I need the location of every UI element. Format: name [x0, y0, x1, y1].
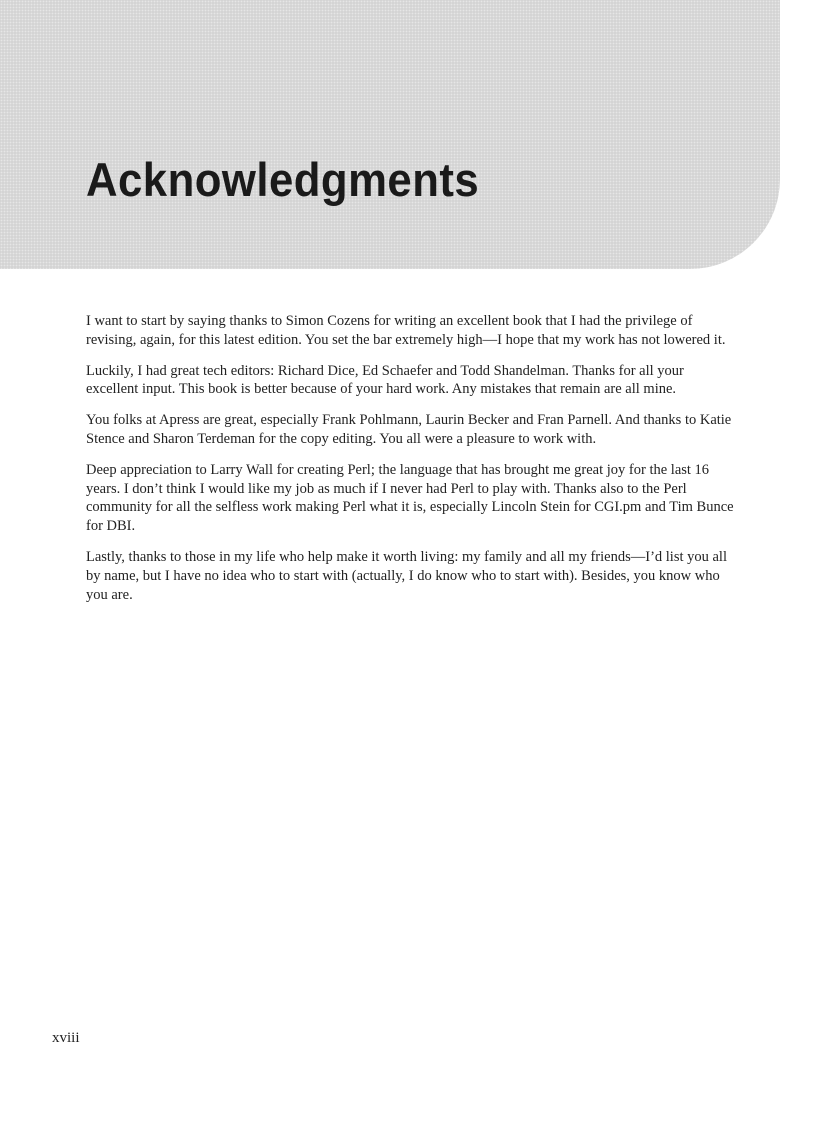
page-number: xviii [52, 1030, 80, 1046]
paragraph-perl-community: Deep appreciation to Larry Wall for creating Perl; the language that has brought me great joy for the last 16 years. I don’t think I would like my job as much if I never had Perl to play with. Thanks also to the Perl community for all the selfless work making Perl what it is, especially Lincoln Stein for CGI.pm and Tim Bunce for DBI. [86, 461, 734, 535]
chapter-header-band [0, 0, 780, 269]
paragraph-apress-team: You folks at Apress are great, especially Frank Pohlmann, Laurin Becker and Fran Parnell. And thanks to Katie Stence and Sharon Terdeman for the copy editing. You all were a pleasure to work with. [86, 412, 732, 447]
paragraph-tech-editors: Luckily, I had great tech editors: Richard Dice, Ed Schaefer and Todd Shandelman. Thanks for all your excellent input. This book is better because of your hard work. Any mistakes that remain are all mine. [86, 362, 684, 398]
acknowledgments-body [86, 312, 736, 616]
paragraph-family-friends: Lastly, thanks to those in my life who help make it worth living: my family and all my friends—I’d list you all by name, but I have no idea who to start with (actually, I do know who to start with). Besides, you know who you are. [86, 548, 727, 603]
chapter-title: Acknowledgments [86, 153, 480, 206]
paragraph-thanks-author: I want to start by saying thanks to Simon Cozens for writing an excellent book that I had the privilege of revising, again, for this latest edition. You set the bar extremely high—I hope that my work has not lowered it. [86, 313, 726, 348]
